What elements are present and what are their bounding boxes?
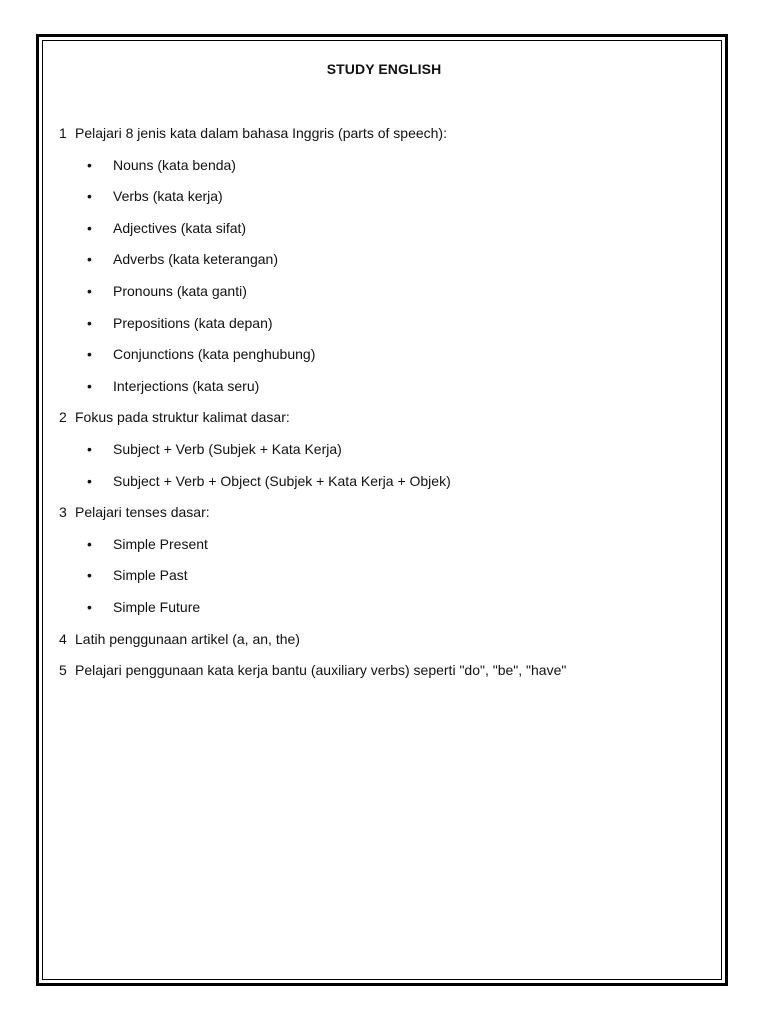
section-number: 5 (59, 662, 67, 679)
list-item (59, 377, 719, 395)
section-text: Pelajari 8 jenis kata dalam bahasa Inggris (parts of speech): (75, 125, 447, 141)
list-item (59, 187, 719, 205)
list-item (59, 598, 719, 616)
bullet-icon: • (87, 440, 92, 457)
list-item-text: Simple Future (113, 598, 201, 615)
list-item (59, 345, 719, 363)
section-number: 3 (59, 504, 67, 521)
bullet-icon: • (87, 567, 92, 584)
list-item-text: Adverbs (kata keterangan) (113, 251, 278, 268)
list-item (59, 314, 719, 332)
list-item (59, 250, 719, 268)
section-text: Pelajari tenses dasar: (75, 504, 210, 521)
bullet-icon: • (87, 314, 92, 331)
bullet-icon: • (87, 598, 92, 615)
section-number: 4 (59, 630, 67, 647)
section-text: Latih penggunaan artikel (a, an, the) (75, 630, 300, 647)
section-number: 1 (59, 125, 67, 141)
list-item-text: Subject + Verb + Object (Subjek + Kata Kerja + Objek) (113, 472, 451, 489)
document-body (59, 124, 719, 693)
bullet-icon: • (87, 472, 92, 489)
list-item-text: Verbs (kata kerja) (113, 188, 223, 205)
section-2 (59, 408, 719, 426)
section-2-bullet-list (59, 440, 719, 490)
list-item (59, 472, 719, 490)
list-item (59, 219, 719, 237)
section-5 (59, 661, 719, 679)
bullet-icon: • (87, 219, 92, 236)
bullet-icon: • (87, 346, 92, 363)
section-number: 2 (59, 409, 67, 426)
document-title: STUDY ENGLISH (326, 61, 442, 77)
section-text: Fokus pada struktur kalimat dasar: (75, 409, 290, 426)
list-item (59, 282, 719, 300)
list-item (59, 156, 719, 174)
list-item-text: Nouns (kata benda) (113, 156, 236, 173)
section-3-bullet-list (59, 535, 719, 616)
list-item-text: Subject + Verb (Subjek + Kata Kerja) (113, 440, 342, 457)
list-item (59, 535, 719, 553)
list-item-text: Pronouns (kata ganti) (113, 282, 247, 299)
section-text: Pelajari penggunaan kata kerja bantu (auxiliary verbs) seperti "do", "be", "have" (75, 662, 567, 679)
list-item-text: Prepositions (kata depan) (113, 314, 273, 331)
list-item (59, 566, 719, 584)
section-1-bullet-list (59, 156, 719, 395)
list-item (59, 440, 719, 458)
list-item-text: Adjectives (kata sifat) (113, 219, 247, 236)
bullet-icon: • (87, 188, 92, 205)
bullet-icon: • (87, 156, 92, 173)
list-item-text: Interjections (kata seru) (113, 377, 260, 394)
bullet-icon: • (87, 377, 92, 394)
list-item-text: Conjunctions (kata penghubung) (113, 346, 316, 363)
bullet-icon: • (87, 251, 92, 268)
bullet-icon: • (87, 282, 92, 299)
bullet-icon: • (87, 535, 92, 552)
section-3 (59, 503, 719, 521)
section-4 (59, 630, 719, 648)
section-1 (59, 124, 719, 142)
list-item-text: Simple Past (113, 567, 188, 584)
list-item-text: Simple Present (113, 535, 208, 552)
